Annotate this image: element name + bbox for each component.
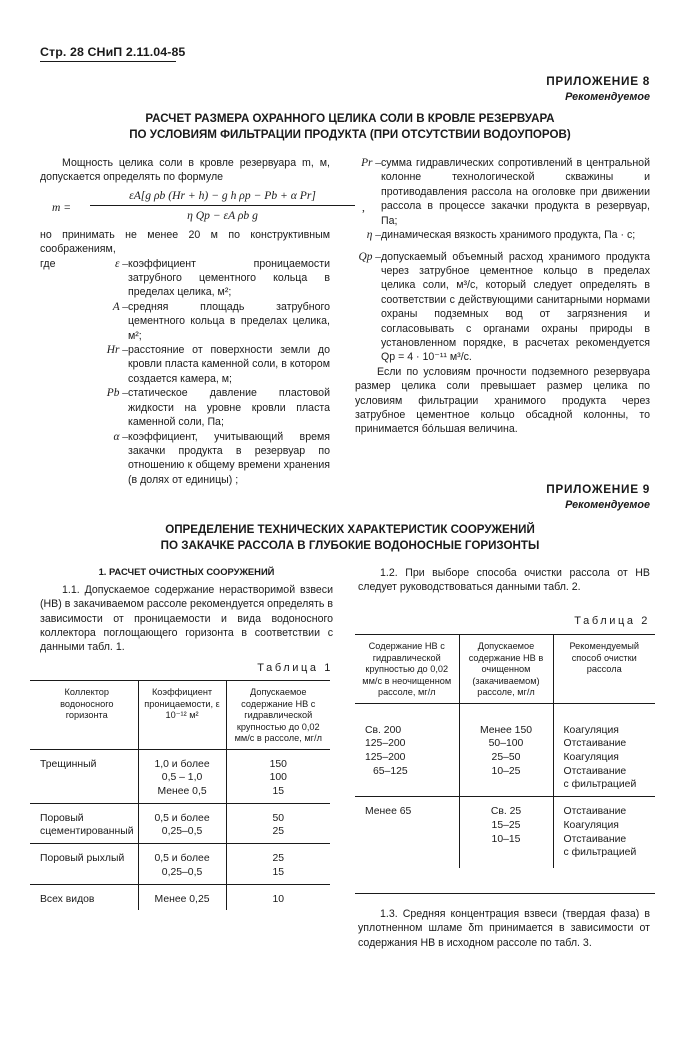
raw-value: 125–200 — [365, 751, 406, 763]
appendix-8-title — [40, 111, 660, 143]
symbol-pr: Pr – — [361, 157, 381, 169]
allowed-value: 15–25 — [491, 819, 521, 831]
table-1-header-row — [30, 681, 330, 750]
section-1-title: 1. РАСЧЕТ ОЧИСТНЫХ СООРУЖЕНИЙ — [98, 566, 275, 577]
raw-value: 125–200 — [365, 738, 406, 750]
appendix-8-right-column — [355, 156, 650, 437]
appendix-9-label: ПРИЛОЖЕНИЕ 9 — [546, 482, 650, 496]
table-1-collector: Трещинный — [40, 758, 97, 770]
method-value: Коагуляция — [563, 751, 619, 763]
method-value: Отстаивание — [563, 833, 627, 845]
table-2-header-method: Рекомендуемый способ очистки рассола — [553, 635, 655, 704]
definition-row — [40, 257, 330, 300]
perm-value: 0,5 и более — [154, 812, 210, 824]
table-2-raw — [355, 797, 459, 868]
symbol-a: A – — [112, 300, 128, 313]
symbol-pb: Pb – — [106, 387, 128, 400]
symbol-epsilon: ε – — [114, 257, 128, 270]
table-2-allowed — [459, 797, 553, 868]
table-1-permeability — [138, 749, 226, 803]
table-1-content — [226, 803, 330, 843]
table-row — [30, 884, 330, 910]
method-value: Отстаивание — [563, 738, 627, 750]
table-1-header-collector: Коллектор водоносного горизонта — [60, 687, 114, 720]
appendix-8-title-line1: РАСЧЕТ РАЗМЕРА ОХРАННОГО ЦЕЛИКА СОЛИ В КРОВЛЕ РЕЗЕРВУАРА — [145, 112, 555, 125]
content-value: 50 — [272, 812, 285, 824]
formula-comma: , — [362, 200, 365, 214]
definition-pb: статическое давление пластовой жидкости на уровне кровли пласта каменной соли, Па; — [128, 387, 330, 429]
content-value: 15 — [272, 866, 285, 878]
appendix-9-title — [40, 522, 660, 554]
formula-m — [40, 188, 365, 226]
table-2-header-raw: Содержание НВ с гидравлической крупностью до 0,02 мм/с в неочищенном рассоле, мг/л — [362, 641, 452, 697]
content-value: 150 — [269, 758, 287, 770]
perm-value: 0,5 – 1,0 — [161, 772, 203, 784]
appendix-8-left-column — [40, 156, 365, 487]
table-row — [30, 749, 330, 803]
formula-denominator: η Qp − εA ρb g — [187, 208, 258, 222]
perm-value: 0,5 и более — [154, 853, 210, 865]
raw-value: Св. 200 — [365, 724, 402, 736]
definition-row — [40, 343, 330, 386]
definition-row — [355, 228, 650, 244]
appendix-8-title-line2: ПО УСЛОВИЯМ ФИЛЬТРАЦИИ ПРОДУКТА (ПРИ ОТСУТСТВИИ ВОДОУПОРОВ) — [129, 127, 571, 141]
allowed-value: 10–25 — [491, 765, 521, 777]
table-2-allowed — [459, 703, 553, 797]
definition-hr: расстояние от поверхности земли до кровли пласта каменной соли, в котором создается камера, м; — [128, 344, 330, 385]
perm-value: 1,0 и более — [154, 758, 210, 770]
formula-numerator: εA[g ρb (Hr + h) − g h ρp − Pb + α Pr] — [129, 188, 316, 202]
table-row — [355, 703, 655, 797]
appendix-8-closing: Если по условиям прочности подземного резервуара размер целика соли превышает размер целика по условиям фильтрации хранимого продукта через затрубное цементное кольцо обсадной колонны, то принимается бо́льшая величина. — [355, 365, 650, 436]
method-value: Коагуляция — [563, 724, 619, 736]
table-row — [30, 803, 330, 843]
method-value: с фильтрацией — [563, 779, 637, 791]
content-value: 25 — [272, 826, 285, 838]
method-value: Отстаивание — [563, 765, 627, 777]
appendix-9-left-column — [40, 566, 333, 655]
perm-value: 0,25–0,5 — [161, 866, 203, 878]
table-1-permeability — [138, 844, 226, 884]
table-1-caption: Таблица 1 — [257, 662, 333, 674]
symbol-hr: Hr – — [106, 344, 128, 357]
table-1-content — [226, 844, 330, 884]
definition-row — [355, 156, 650, 228]
method-value: с фильтрацией — [563, 847, 637, 859]
allowed-value: 50–100 — [488, 738, 524, 750]
content-value: 15 — [272, 785, 285, 797]
table-2-header-row — [355, 635, 655, 704]
perm-value: Менее 0,25 — [154, 893, 210, 905]
method-value: Отстаивание — [563, 806, 627, 818]
perm-value: 0,25–0,5 — [161, 826, 203, 838]
table-2-caption: Таблица 2 — [574, 615, 650, 627]
table-row — [30, 844, 330, 884]
definition-epsilon: коэффициент проницаемости затрубного цементного кольца в пределах целика, м²; — [128, 257, 330, 299]
definitions-left — [40, 257, 330, 488]
table-1-collector: Поровый рыхлый — [30, 844, 138, 884]
appendix-9-right-column — [358, 566, 650, 595]
table-2-raw — [355, 703, 459, 797]
definition-alpha: коэффициент, учитывающий время закачки продукта в резервуар по отношению к общему времени хранения (в долях от единицы) ; — [128, 430, 330, 486]
content-value: 10 — [272, 893, 285, 905]
definition-row — [40, 300, 330, 343]
table-1-content — [226, 884, 330, 910]
fraction-bar — [90, 205, 355, 206]
appendix-8-label: ПРИЛОЖЕНИЕ 8 — [546, 74, 650, 88]
table-1-collector: Поровый сцементированный — [30, 803, 138, 843]
formula-lhs: m = — [52, 200, 72, 214]
table-2-method — [553, 797, 655, 868]
table-row — [355, 797, 655, 868]
table-2-header-allowed: Допускаемое содержание НВ в очищенном (закачиваемом) рассоле, мг/л — [459, 635, 553, 704]
table-1-collector: Всех видов — [30, 884, 138, 910]
page-header: Стр. 28 СНиП 2.11.04-85 — [40, 45, 186, 59]
appendix-9-title-line2: ПО ЗАКАЧКЕ РАССОЛА В ГЛУБОКИЕ ВОДОНОСНЫЕ ГОРИЗОНТЫ — [160, 538, 540, 552]
table-1-permeability — [138, 884, 226, 910]
perm-value: Менее 0,5 — [157, 785, 207, 797]
symbol-alpha: α – — [113, 430, 128, 443]
definition-row — [40, 430, 330, 488]
raw-value: 65–125 — [373, 765, 408, 777]
definitions-right — [355, 156, 650, 365]
symbol-eta: η – — [366, 229, 381, 242]
method-value: Коагуляция — [563, 819, 619, 831]
appendix-9-title-line1: ОПРЕДЕЛЕНИЕ ТЕХНИЧЕСКИХ ХАРАКТЕРИСТИК СООРУЖЕНИЙ — [165, 523, 535, 536]
header-underline — [40, 61, 176, 62]
content-value: 25 — [272, 853, 285, 865]
appendix-9-status: Рекомендуемое — [565, 499, 650, 511]
symbol-qp: Qp – — [358, 250, 381, 263]
table-1 — [30, 680, 330, 910]
paragraph-1-2: 1.2. При выборе способа очистки рассола от НВ следует руководствоваться данными табл. 2. — [358, 567, 650, 594]
definition-pr: сумма гидравлических сопротивлений в центральной колонне технологической скважины и противодавления рассола на оголовке при движении рассола в процессе закачки продукта в резервуар, Па; — [381, 157, 650, 227]
definition-a: средняя площадь затрубного цементного кольца в пределах целика, м²; — [128, 300, 330, 342]
where-label: где — [40, 257, 56, 270]
paragraph-1-1: 1.1. Допускаемое содержание нерастворимой взвеси (НВ) в закачиваемом рассоле рекомендуется определять в зависимости от проницаемости и вида водоносного коллектора поглощающего горизонта в соответствии с данными табл. 1. — [40, 583, 333, 654]
appendix-8-intro: Мощность целика соли в кровле резервуара m, м, допускается определять по формуле — [40, 157, 330, 184]
table-2-bottom-rule — [355, 893, 655, 894]
allowed-value: Св. 25 — [490, 806, 522, 818]
definition-row — [40, 386, 330, 429]
content-value: 100 — [269, 772, 287, 784]
definition-qp: допускаемый объемный расход хранимого продукта через затрубное цементное кольцо в пределах целика соли, м³/с, который следует определять в соответствии с действующими санитарными нормами охраны подземных вод от загрязнения и согласовывать с органами охраны природы в установленном порядке, в расчетах рекомендуется Qp = 4 · 10⁻¹¹ м³/с. — [381, 250, 650, 364]
paragraph-1-3: 1.3. Средняя концентрация взвеси (твердая фаза) в уплотненном шламе δm принимается в зависимости от содержания НВ в исходном рассоле по табл. 3. — [358, 908, 650, 949]
definition-eta: динамическая вязкость хранимого продукта, Па · с; — [381, 229, 636, 242]
paragraph-1-3-block — [358, 907, 650, 950]
appendix-8-status: Рекомендуемое — [565, 91, 650, 103]
table-1-permeability — [138, 803, 226, 843]
definition-row — [355, 244, 650, 365]
table-1-header-permeability: Коэффициент проницаемости, ε 10⁻¹² м² — [138, 681, 226, 750]
table-2-method — [553, 703, 655, 797]
allowed-value: Менее 150 — [479, 724, 533, 736]
table-1-content — [226, 749, 330, 803]
raw-value: Менее 65 — [365, 806, 412, 818]
table-2 — [355, 634, 655, 868]
allowed-value: 25–50 — [491, 751, 521, 763]
after-formula-text: но принимать не менее 20 м по конструктивным соображениям, — [40, 228, 330, 256]
table-1-header-content: Допускаемое содержание НВ с гидравлической крупностью до 0,02 мм/с в рассоле, мг/л — [226, 681, 330, 750]
allowed-value: 10–15 — [491, 833, 521, 845]
